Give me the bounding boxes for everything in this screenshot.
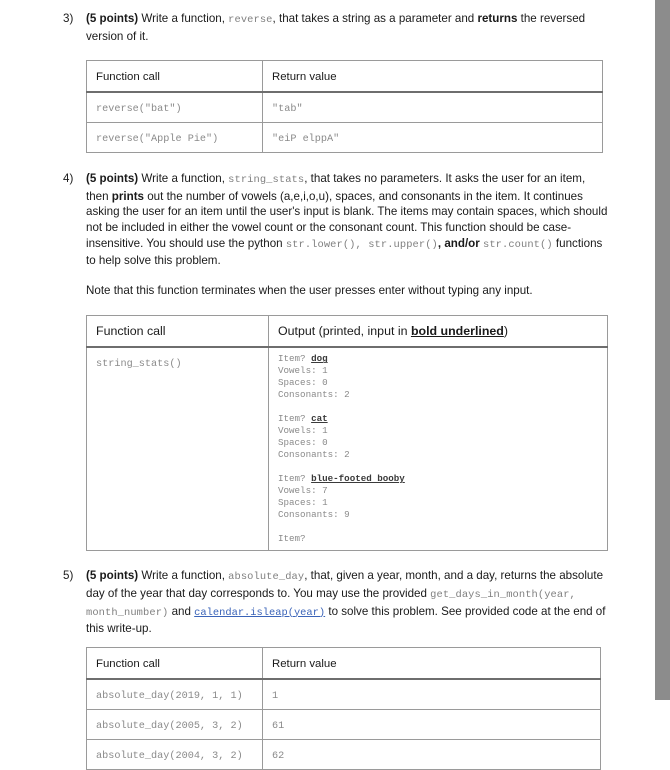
column-header-return-value: Return value [272,71,337,84]
question-3-text-1: Write a function, [138,12,229,25]
output-user-input: blue-footed booby [311,473,405,485]
question-4-bold-prints: prints [111,189,145,203]
column-header-function-call: Function call [96,324,166,339]
output-vowels: Vowels: 7 [278,485,328,497]
question-5-code-absolute-day: absolute_day [228,571,305,584]
output-blank-line [278,521,599,533]
question-3-bold-returns: returns [477,12,518,25]
question-3-table [86,60,603,153]
column-header-function-call: Function call [96,71,160,84]
column-header-return-value: Return value [272,657,337,670]
cell-function-call: string_stats() [96,359,182,371]
question-4-points: (5 points) [86,172,139,186]
question-4-text [86,171,609,298]
cell-function-call: reverse("Apple Pie") [96,134,219,146]
question-5-text [86,568,609,636]
output-user-input: cat [311,413,328,425]
question-4-bold-andor: , and/or [437,236,483,250]
question-5-number: 5) [63,569,74,583]
question-3-text [86,11,609,44]
question-4-text-4: functions to help solve this problem. [86,236,603,268]
output-header-bold-underlined: bold underlined [410,324,504,339]
question-4-table [86,315,608,551]
question-3-points: (5 points) [86,12,139,25]
question-5-code-get-days-in-month: get_days_in_month(year, month_number) [86,588,576,619]
output-consonants: Consonants: 9 [278,509,350,521]
question-4 [0,171,651,298]
output-vowels: Vowels: 1 [278,365,328,377]
output-header-prefix: Output (printed, input in [278,324,411,339]
page-edge-shadow [655,0,670,700]
table-header-row [87,61,603,93]
table-header-row [87,316,608,348]
table-row [87,123,603,153]
cell-return-value: 1 [272,690,279,702]
question-5 [0,568,651,636]
question-5-points: (5 points) [86,569,139,583]
question-5-table [86,647,601,770]
question-4-code-str-count: str.count() [482,238,553,251]
table-row [87,347,608,551]
cell-return-value: "eiP elppA" [272,134,340,146]
output-consonants: Consonants: 2 [278,449,350,461]
table-row [87,679,601,710]
output-final-prompt: Item? [278,533,306,545]
output-prompt: Item? [278,413,312,425]
question-4-number: 4) [63,172,74,186]
question-5-text-1: Write a function, [138,569,229,583]
output-blank-line [278,401,599,413]
question-5-text-4: to solve this problem. See provided code at the end of this write-up. [86,604,606,636]
output-spaces: Spaces: 0 [278,437,328,449]
question-3-text-3: the reversed version of it. [86,12,586,43]
question-4-text-2: , that takes no parameters. It asks the user for an item, then [86,172,586,203]
column-header-output [278,324,508,338]
cell-return-value: 61 [272,720,285,732]
question-3-number: 3) [63,12,74,25]
output-consonants: Consonants: 2 [278,389,350,401]
cell-output-transcript [278,353,599,545]
output-header-suffix: ) [503,324,509,339]
output-spaces: Spaces: 0 [278,377,328,389]
question-4-text-1: Write a function, [138,172,229,186]
cell-function-call: absolute_day(2019, 1, 1) [96,690,243,702]
output-prompt: Item? [278,473,312,485]
output-spaces: Spaces: 1 [278,497,328,509]
output-vowels: Vowels: 1 [278,425,328,437]
calendar-isleap-link[interactable]: calendar.isleap(year) [194,606,326,619]
output-prompt: Item? [278,353,312,365]
cell-function-call: reverse("bat") [96,104,182,116]
table-row [87,709,601,739]
question-4-note: Note that this function terminates when the user presses enter without typing any input. [86,283,533,297]
cell-function-call: absolute_day(2004, 3, 2) [96,750,243,762]
output-blank-line [278,461,599,473]
cell-return-value: 62 [272,750,285,762]
table-row [87,739,601,769]
question-3-code-reverse: reverse [228,14,273,26]
table-header-row [87,647,601,679]
question-3-text-2: , that takes a string as a parameter and [272,12,478,25]
question-4-code-str-lower-upper: str.lower(), str.upper() [285,238,438,251]
question-3 [0,11,651,44]
question-4-text-3: out the number of vowels (a,e,i,o,u), spaces, and consonants in the item. It continues asking the user for an item until the user's input is blank. The items may contain spaces, which should not be included in either the vowel count or the consonant count. This function should be case-insensitive. You should use the python [86,189,608,250]
cell-function-call: absolute_day(2005, 3, 2) [96,720,243,732]
column-header-function-call: Function call [96,657,160,670]
question-5-text-3: and [168,604,195,618]
output-user-input: dog [311,353,328,365]
question-5-text-2: , that, given a year, month, and a day, returns the absolute day of the year that day corresponds to. You may use the provided [86,569,604,600]
cell-return-value: "tab" [272,104,303,116]
question-4-code-string-stats: string_stats [228,174,305,187]
table-row [87,92,603,123]
